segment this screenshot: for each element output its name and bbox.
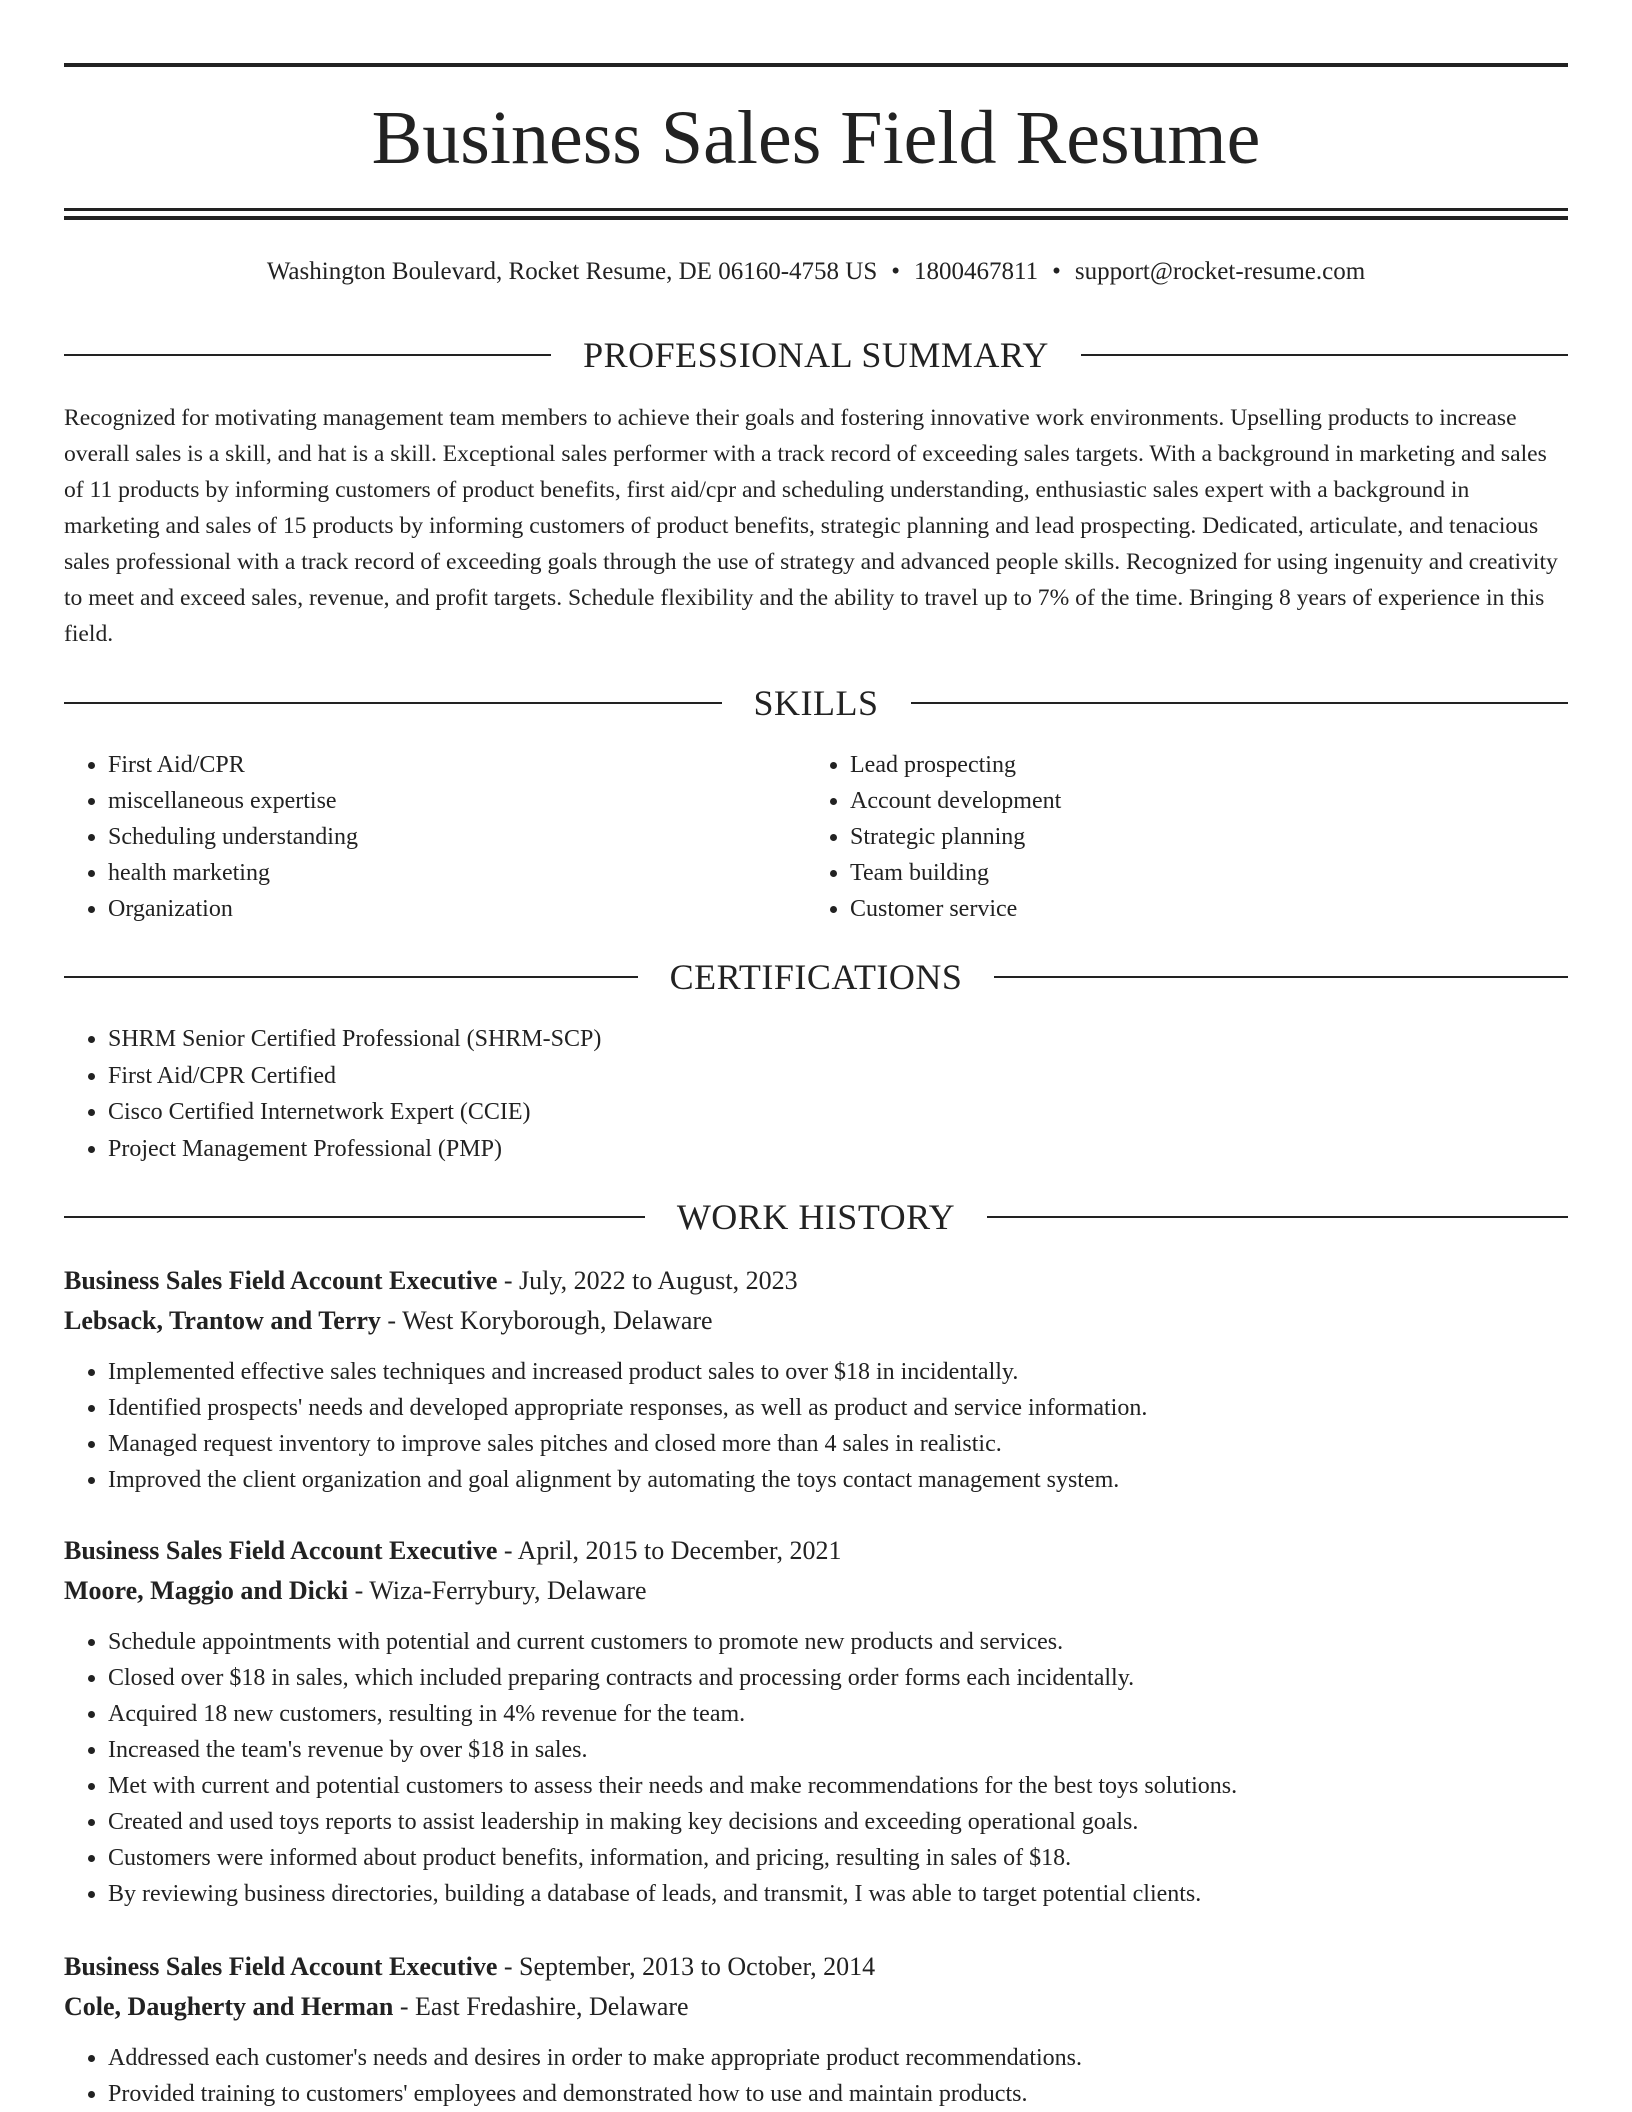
contact-separator: • <box>891 258 901 285</box>
contact-phone: 1800467811 <box>914 258 1039 285</box>
certification-item: • First Aid/CPR Certified <box>108 1058 1568 1095</box>
job-bullet: • Met with current and potential customers to assess their needs and make recommendations for the best toys solutions. <box>108 1768 1568 1804</box>
job-bullets <box>64 2040 1568 2112</box>
skill-item: • miscellaneous expertise <box>108 783 764 819</box>
skill-item: • First Aid/CPR <box>108 747 764 783</box>
job-bullet: • Created and used toys reports to assist leadership in making key decisions and exceeding operational goals. <box>108 1804 1568 1840</box>
job-entry <box>64 1261 1568 1498</box>
skill-item: • Scheduling understanding <box>108 819 764 855</box>
summary-heading <box>64 333 1568 377</box>
summary-heading-text: PROFESSIONAL SUMMARY <box>583 335 1049 375</box>
certifications-heading-text: CERTIFICATIONS <box>669 957 963 997</box>
job-company: Moore, Maggio and Dicki <box>64 1576 349 1605</box>
skill-item: • Organization <box>108 891 764 927</box>
certification-item: • Project Management Professional (PMP) <box>108 1131 1568 1168</box>
job-bullet: • Increased the team's revenue by over $18 in sales. <box>108 1732 1568 1768</box>
summary-text: Recognized for motivating management team members to achieve their goals and fostering innovative work environments. Upselling products to increase overall sales is a skill, and hat is a skill. Exceptional sales performer with a track record of exceeding sales targets. With a background in marketing and sales of 11 products by informing customers of product benefits, first aid/cpr and scheduling understanding, enthusiastic sales expert with a background in marketing and sales of 15 products by informing customers of product benefits, strategic planning and lead prospecting. Dedicated, articulate, and tenacious sales professional with a track record of exceeding goals through the use of strategy and advanced people skills. Recognized for using ingenuity and creativity to meet and exceed sales, revenue, and profit targets. Schedule flexibility and the ability to travel up to 7% of the time. Bringing 8 years of experience in this field. <box>64 405 1558 647</box>
job-title: Business Sales Field Account Executive <box>64 1536 498 1565</box>
work-history-heading <box>64 1195 1568 1239</box>
job-bullet: • By reviewing business directories, building a database of leads, and transmit, I was able to target potential clients. <box>108 1876 1568 1912</box>
job-entry <box>64 1947 1568 2112</box>
skill-item: • Customer service <box>850 891 1506 927</box>
job-title-line <box>64 1261 1568 1301</box>
job-bullets <box>64 1354 1568 1498</box>
job-title: Business Sales Field Account Executive <box>64 1952 498 1981</box>
job-company-line <box>64 1301 1568 1341</box>
resume-title: Business Sales Field Resume <box>371 96 1261 180</box>
heading-rule-left <box>64 976 638 978</box>
job-bullet: • Implemented effective sales techniques and increased product sales to over $18 in incidentally. <box>108 1354 1568 1390</box>
heading-rule-right <box>994 976 1568 978</box>
job-bullet: • Acquired 18 new customers, resulting in 4% revenue for the team. <box>108 1696 1568 1732</box>
skills-left-column <box>64 747 764 927</box>
job-bullet: • Managed request inventory to improve sales pitches and closed more than 4 sales in realistic. <box>108 1426 1568 1462</box>
job-location: - Wiza-Ferrybury, Delaware <box>348 1576 647 1605</box>
heading-rule-right <box>911 702 1569 704</box>
heading-rule-left <box>64 1216 645 1218</box>
job-bullet: • Closed over $18 in sales, which included preparing contracts and processing order forms each incidentally. <box>108 1660 1568 1696</box>
heading-rule-left <box>64 702 722 704</box>
job-dates: - April, 2015 to December, 2021 <box>497 1536 842 1565</box>
skill-item: • Team building <box>850 855 1506 891</box>
certification-item: • Cisco Certified Internetwork Expert (CCIE) <box>108 1094 1568 1131</box>
skill-item: • health marketing <box>108 855 764 891</box>
contact-email: support@rocket-resume.com <box>1074 258 1366 285</box>
skill-item: • Account development <box>850 783 1506 819</box>
job-dates: - July, 2022 to August, 2023 <box>497 1266 798 1295</box>
job-bullet: • Provided training to customers' employees and demonstrated how to use and maintain products. <box>108 2076 1568 2112</box>
certification-item: • SHRM Senior Certified Professional (SHRM-SCP) <box>108 1021 1568 1058</box>
job-bullet: • Identified prospects' needs and developed appropriate responses, as well as product and service information. <box>108 1390 1568 1426</box>
skills-right-column <box>806 747 1506 927</box>
job-bullets <box>64 1624 1568 1912</box>
job-company-line <box>64 1987 1568 2027</box>
job-bullet: • Customers were informed about product benefits, information, and pricing, resulting in sales of $18. <box>108 1840 1568 1876</box>
title-rule-lower <box>64 216 1568 220</box>
job-location: - West Koryborough, Delaware <box>380 1306 713 1335</box>
heading-rule-right <box>987 1216 1568 1218</box>
skill-item: • Strategic planning <box>850 819 1506 855</box>
job-company-line <box>64 1571 1568 1611</box>
certifications-heading <box>64 955 1568 999</box>
job-dates: - September, 2013 to October, 2014 <box>497 1952 876 1981</box>
work-history-heading-text: WORK HISTORY <box>676 1197 956 1237</box>
job-title-line <box>64 1531 1568 1571</box>
title-rule-upper <box>64 208 1568 211</box>
job-company: Cole, Daugherty and Herman <box>64 1992 394 2021</box>
job-company: Lebsack, Trantow and Terry <box>64 1306 381 1335</box>
certifications-list <box>64 1021 1568 1168</box>
contact-separator: • <box>1052 258 1061 285</box>
job-bullet: • Addressed each customer's needs and desires in order to make appropriate product recommendations. <box>108 2040 1568 2076</box>
skills-heading-text: SKILLS <box>753 683 879 723</box>
skills-heading <box>64 681 1568 725</box>
heading-rule-right <box>1081 354 1568 356</box>
job-bullet: • Improved the client organization and goal alignment by automating the toys contact management system. <box>108 1462 1568 1498</box>
heading-rule-left <box>64 354 551 356</box>
job-bullet: • Schedule appointments with potential and current customers to promote new products and services. <box>108 1624 1568 1660</box>
top-rule <box>64 63 1568 67</box>
contact-line <box>64 254 1568 290</box>
skill-item: • Lead prospecting <box>850 747 1506 783</box>
job-title: Business Sales Field Account Executive <box>64 1266 498 1295</box>
contact-address: Washington Boulevard, Rocket Resume, DE 06160-4758 US <box>266 258 878 285</box>
job-entry <box>64 1531 1568 1912</box>
job-location: - East Fredashire, Delaware <box>393 1992 689 2021</box>
job-title-line <box>64 1947 1568 1987</box>
